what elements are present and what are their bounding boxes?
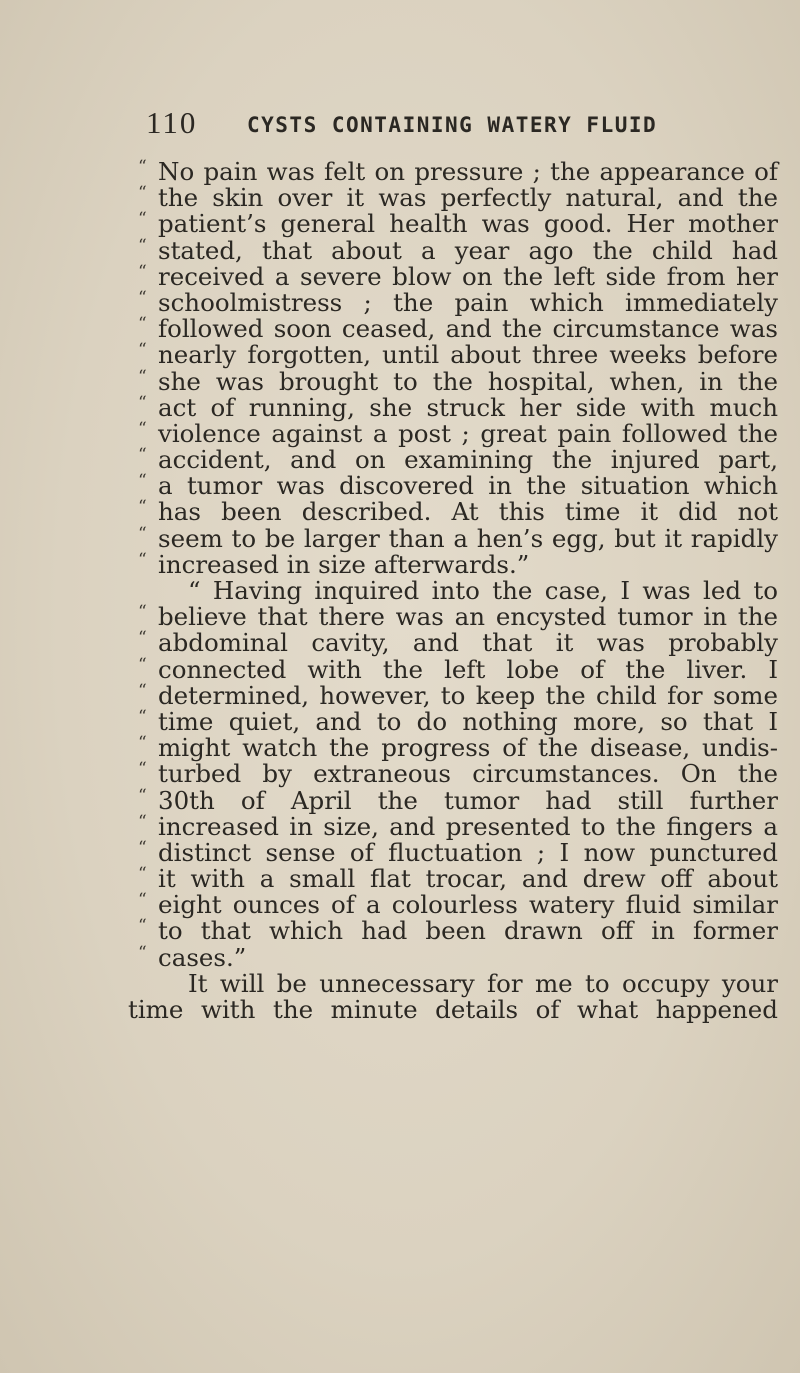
quote-mark: “	[138, 837, 147, 858]
line-text: increased in size afterwards.”	[158, 549, 530, 579]
text-line	[98, 942, 778, 972]
line-text: has been described. At this time it did not	[158, 497, 778, 527]
line-text: the skin over it was perfectly natural, and the	[158, 183, 778, 213]
quote-mark: “	[138, 811, 147, 832]
quote-mark: “	[138, 340, 147, 361]
quote-mark: “	[138, 733, 147, 754]
text-line	[98, 837, 778, 867]
text-line	[98, 604, 778, 630]
running-title: CYSTS CONTAINING WATERY FLUID	[247, 113, 658, 137]
line-text: accident, and on examining the injured part,	[158, 445, 778, 475]
quote-mark: “	[138, 706, 147, 727]
text-line	[98, 185, 778, 211]
line-text: turbed by extraneous circumstances. On the	[158, 759, 778, 789]
text-line	[98, 997, 778, 1023]
text-line	[98, 549, 778, 579]
quote-mark: “	[138, 445, 147, 466]
line-text: might watch the progress of the disease, undis-	[158, 733, 778, 763]
text-line	[98, 366, 778, 396]
text-line	[98, 654, 778, 684]
text-line	[98, 235, 778, 265]
text-line	[98, 447, 778, 473]
quote-mark: “	[138, 942, 147, 963]
text-line	[98, 342, 778, 368]
line-text: to that which had been drawn off in former	[158, 916, 778, 946]
line-text: 30th of April the tumor had still further	[158, 785, 778, 815]
line-text: she was brought to the hospital, when, in the	[158, 366, 778, 396]
line-text: received a severe blow on the left side from her	[158, 261, 778, 291]
quote-mark: “	[138, 890, 147, 911]
text-line	[98, 578, 778, 604]
line-text: patient’s general health was good. Her mother	[158, 209, 778, 239]
text-line	[98, 287, 778, 317]
line-text: believe that there was an encysted tumor in the	[158, 602, 778, 632]
line-text: abdominal cavity, and that it was probably	[158, 628, 778, 658]
line-text: No pain was felt on pressure ; the appearance of	[158, 157, 778, 186]
line-text: a tumor was discovered in the situation which	[158, 471, 778, 501]
text-line	[98, 159, 778, 185]
quote-mark: “	[138, 392, 147, 413]
line-text: schoolmistress ; the pain which immediately	[158, 287, 778, 317]
quote-mark: “	[138, 549, 147, 570]
line-text: connected with the left lobe of the liver. I	[158, 654, 778, 684]
quote-mark: “	[138, 785, 147, 806]
quote-mark: “	[138, 261, 147, 282]
line-text: time quiet, and to do nothing more, so that I	[158, 706, 778, 736]
text-line	[98, 785, 778, 815]
quote-mark: “	[138, 523, 147, 544]
text-line	[98, 735, 778, 761]
text-line	[98, 499, 778, 525]
quote-mark: “	[138, 287, 147, 308]
text-line	[98, 211, 778, 237]
line-text: followed soon ceased, and the circumstance was	[158, 314, 778, 344]
quote-mark: “	[138, 628, 147, 649]
quote-mark: “	[138, 366, 147, 387]
line-text: stated, that about a year ago the child had	[158, 235, 778, 265]
line-text: act of running, she struck her side with much	[158, 392, 778, 422]
quote-mark: “	[138, 418, 147, 439]
page-number: 110	[146, 105, 198, 140]
text-line	[98, 892, 778, 918]
line-text: determined, however, to keep the child for some	[158, 680, 778, 710]
text-line	[98, 392, 778, 422]
quote-mark: “	[138, 864, 147, 885]
line-text: “ Having inquired into the case, I was led to	[188, 576, 778, 605]
text-line	[98, 811, 778, 841]
line-text: It will be unnecessary for me to occupy your	[188, 968, 778, 998]
quote-mark: “	[138, 183, 147, 204]
text-line	[98, 706, 778, 736]
quote-mark: “	[138, 916, 147, 937]
text-line	[98, 418, 778, 448]
text-line	[98, 473, 778, 499]
text-line	[98, 523, 778, 553]
text-line	[98, 316, 778, 342]
line-text: it with a small flat trocar, and drew off about	[158, 864, 778, 894]
quote-mark: “	[138, 602, 147, 623]
text-line	[98, 866, 778, 892]
line-text: violence against a post ; great pain followed the	[158, 418, 778, 448]
quote-mark: “	[138, 654, 147, 675]
quote-mark: “	[138, 759, 147, 780]
quote-mark: “	[138, 471, 147, 492]
line-text: increased in size, and presented to the fingers a	[158, 811, 778, 841]
text-line	[98, 630, 778, 656]
text-line	[98, 261, 778, 291]
text-line	[98, 680, 778, 710]
body-text	[98, 159, 778, 1023]
text-line	[98, 761, 778, 787]
quote-mark: “	[138, 680, 147, 701]
quote-mark: “	[138, 314, 147, 335]
line-text: seem to be larger than a hen’s egg, but it rapidly	[158, 523, 778, 553]
line-text: eight ounces of a colourless watery fluid similar	[158, 890, 778, 920]
line-text: cases.”	[158, 942, 247, 972]
quote-mark: “	[138, 497, 147, 518]
text-line	[98, 968, 778, 998]
quote-mark: “	[138, 157, 147, 177]
line-text: nearly forgotten, until about three weeks before	[158, 340, 778, 370]
running-head	[146, 105, 706, 145]
quote-mark: “	[138, 209, 147, 230]
line-text: distinct sense of fluctuation ; I now punctured	[158, 837, 778, 867]
text-line	[98, 918, 778, 944]
quote-mark: “	[138, 235, 147, 256]
line-text: time with the minute details of what happened	[128, 995, 778, 1024]
